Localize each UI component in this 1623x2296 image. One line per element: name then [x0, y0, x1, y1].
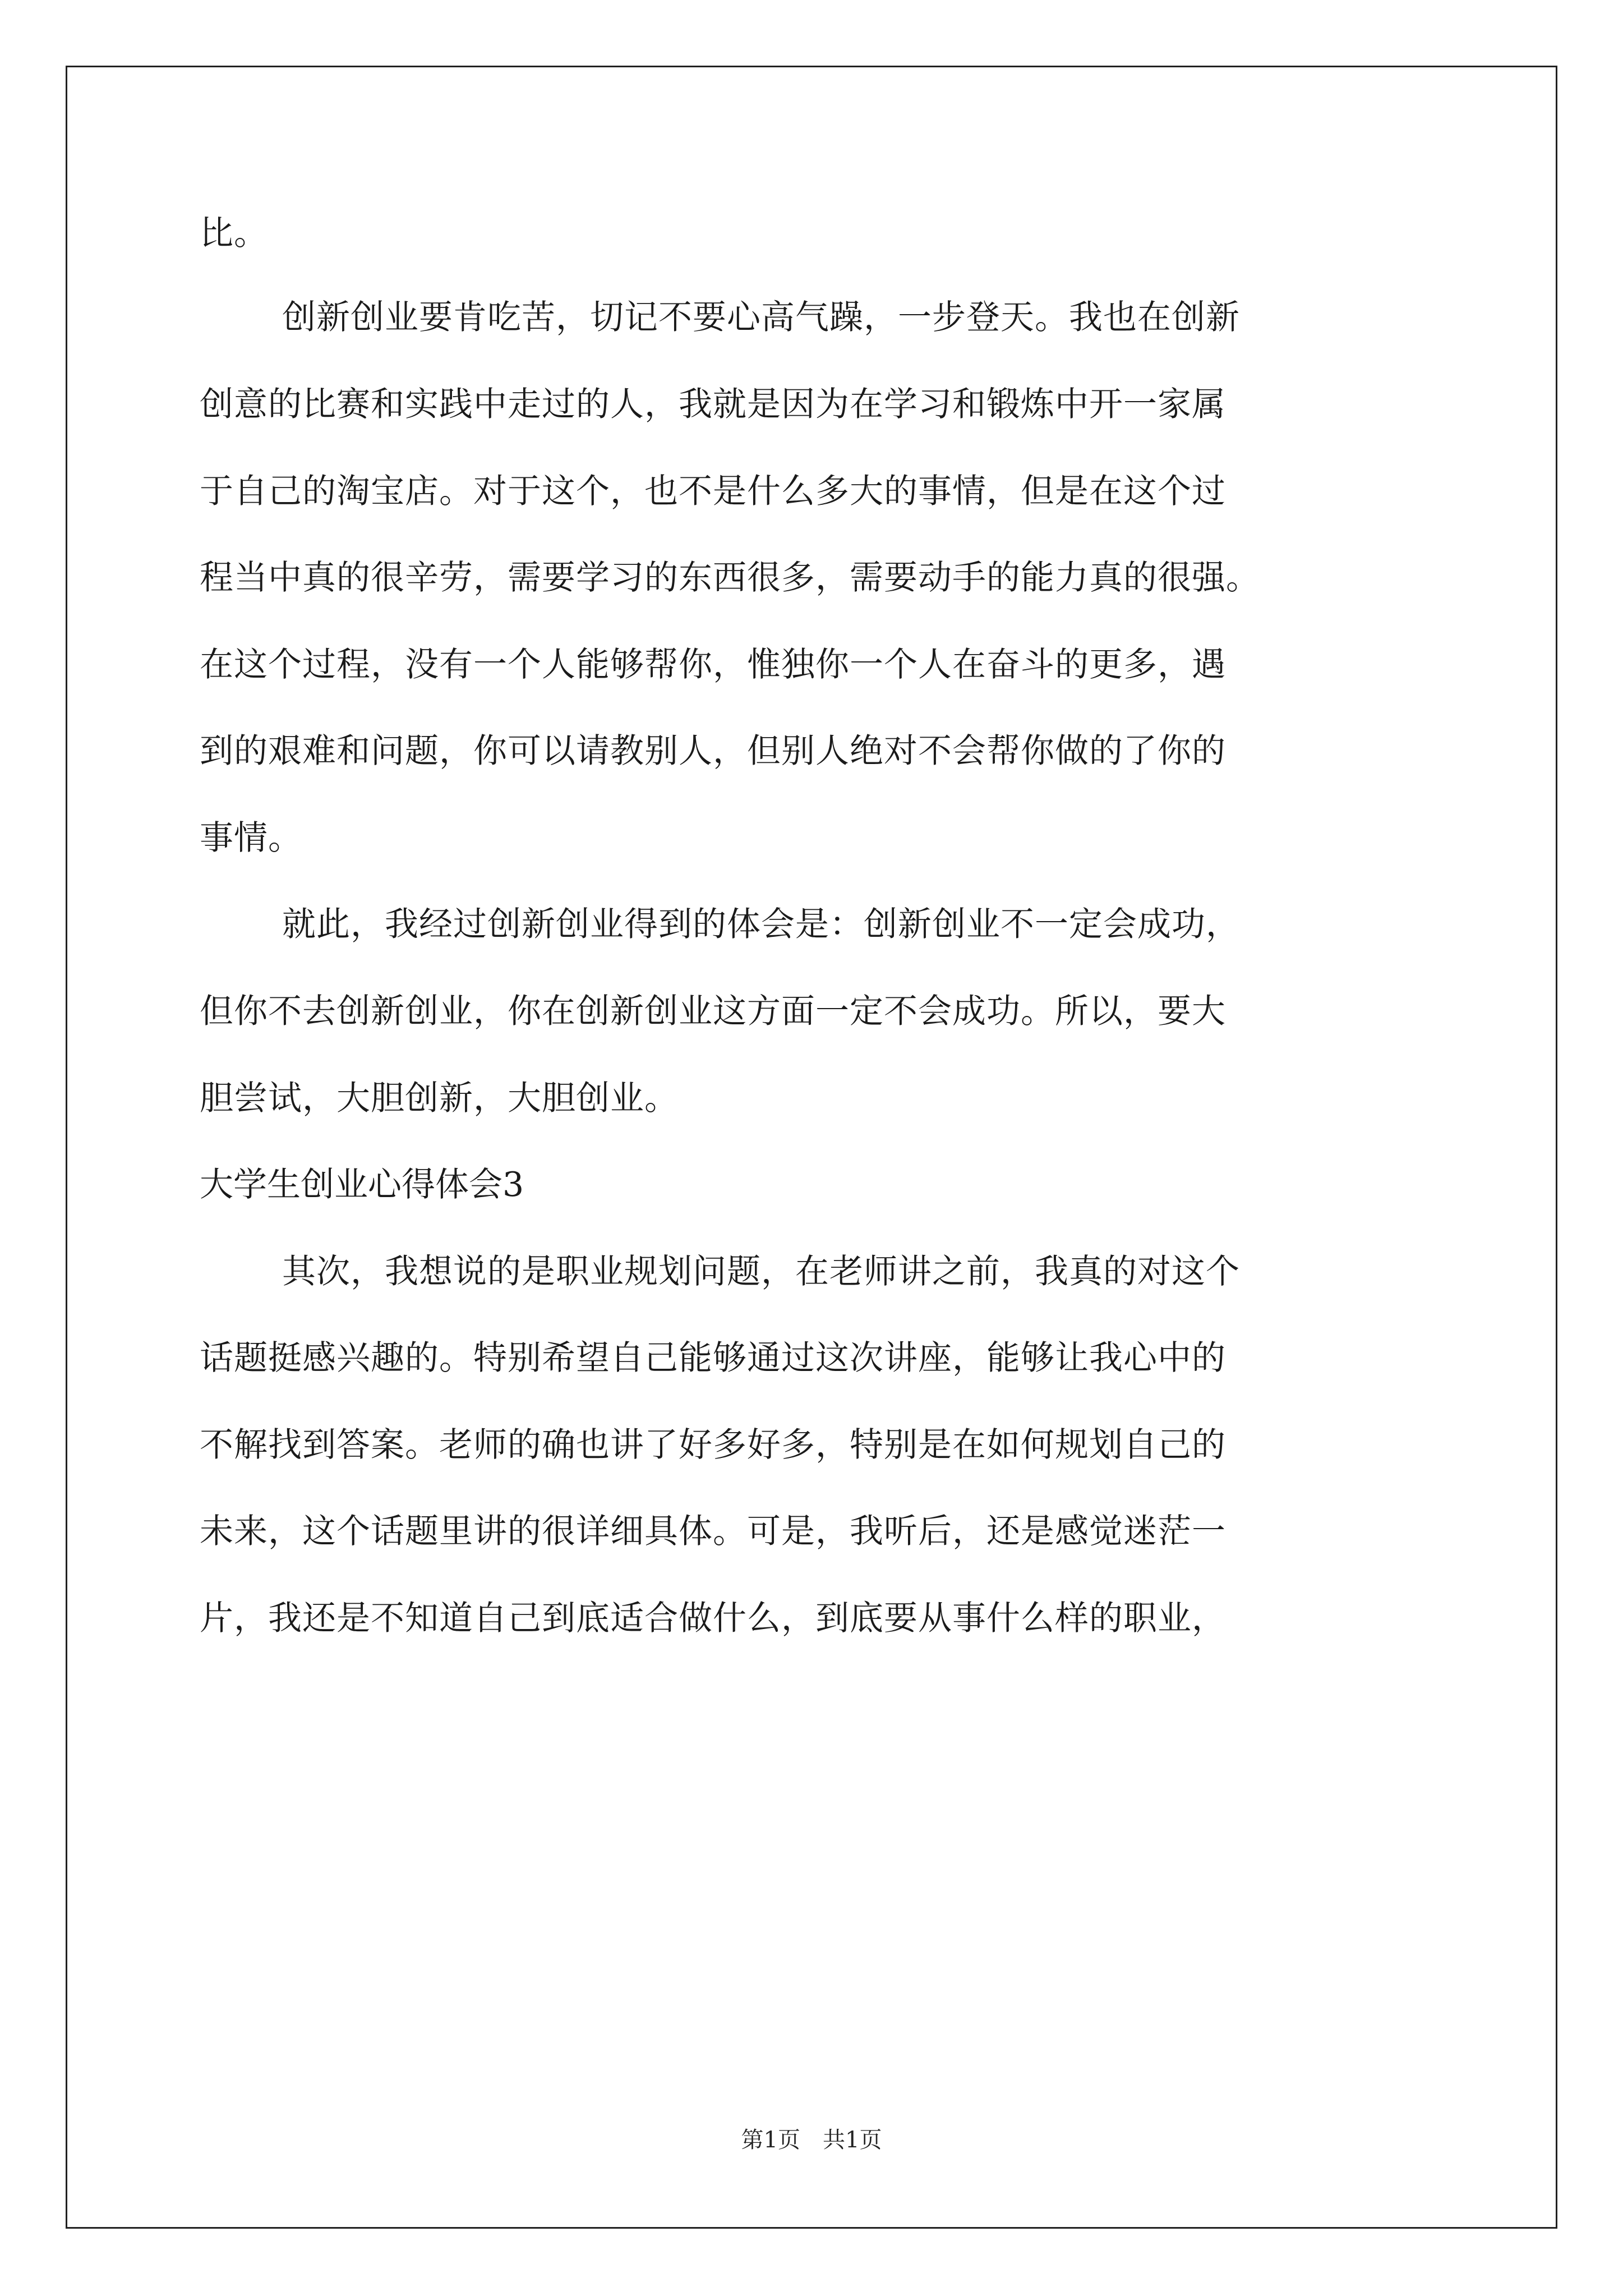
body-text-line: 未来，这个话题里讲的很详细具体。可是，我听后，还是感觉迷茫一 — [200, 1512, 1226, 1551]
body-text-line: 程当中真的很辛劳，需要学习的东西很多，需要动手的能力真的很强。 — [200, 558, 1260, 597]
body-text-line: 在这个过程，没有一个人能够帮你，惟独你一个人在奋斗的更多，遇 — [200, 645, 1226, 684]
body-text-line: 创意的比赛和实践中走过的人，我就是因为在学习和锻炼中开一家属 — [200, 385, 1226, 424]
body-text-line: 比。 — [200, 214, 268, 253]
body-text-line: 话题挺感兴趣的。特别希望自己能够通过这次讲座，能够让我心中的 — [200, 1338, 1226, 1378]
page-number-total: 共1页 — [823, 2127, 882, 2153]
body-text-line: 其次，我想说的是职业规划问题，在老师讲之前，我真的对这个 — [282, 1252, 1240, 1291]
body-text-line: 到的艰难和问题，你可以请教别人，但别人绝对不会帮你做的了你的 — [200, 731, 1226, 771]
body-text-line: 不解找到答案。老师的确也讲了好多好多，特别是在如何规划自己的 — [200, 1425, 1226, 1465]
body-text-line: 但你不去创新创业，你在创新创业这方面一定不会成功。所以，要大 — [200, 992, 1226, 1031]
page-number-current: 第1页 — [741, 2127, 800, 2153]
body-text-line: 事情。 — [200, 818, 302, 858]
body-text-line: 胆尝试，大胆创新，大胆创业。 — [200, 1079, 679, 1118]
page-footer — [0, 2126, 1623, 2154]
body-text-line: 于自己的淘宝店。对于这个，也不是什么多大的事情，但是在这个过 — [200, 472, 1226, 511]
section-heading: 大学生创业心得体会3 — [200, 1165, 524, 1204]
body-text-line: 片，我还是不知道自己到底适合做什么，到底要从事什么样的职业， — [200, 1599, 1226, 1638]
body-text-line: 创新创业要肯吃苦，切记不要心高气躁，一步登天。我也在创新 — [282, 298, 1240, 337]
body-text-line: 就此，我经过创新创业得到的体会是：创新创业不一定会成功， — [282, 905, 1240, 944]
